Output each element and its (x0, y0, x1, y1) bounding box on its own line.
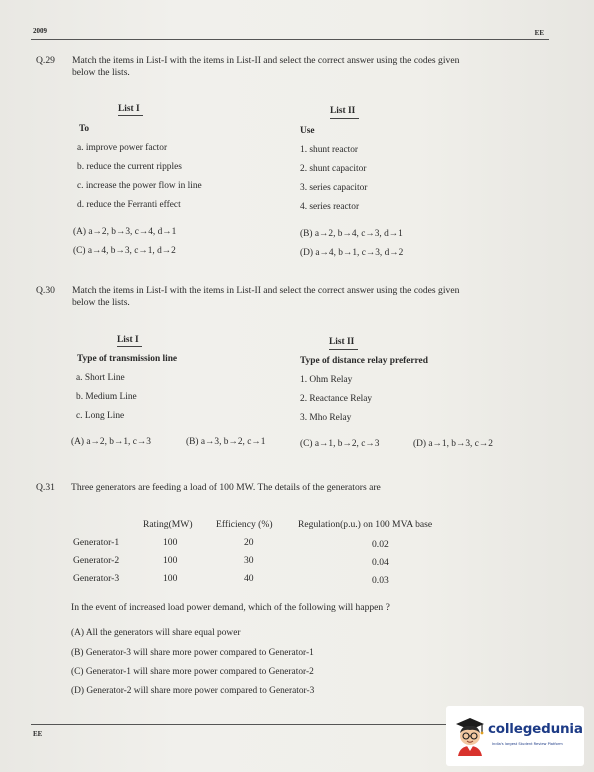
q29-list2-title-underline (330, 118, 359, 119)
q31-row-reg: 0.02 (372, 539, 389, 550)
collegedunia-watermark (446, 706, 584, 766)
footer-subject: EE (33, 730, 43, 738)
student-mascot-icon (454, 716, 486, 756)
q30-text-line2: below the lists. (72, 297, 130, 308)
q31-option-d: (D) Generator-2 will share more power compared to Generator-3 (71, 686, 315, 696)
q29-list1-item: a. improve power factor (77, 143, 168, 153)
q29-list1-title: List I (118, 104, 140, 114)
q31-row-name: Generator-2 (73, 555, 120, 566)
q30-list1-title-underline (117, 346, 142, 347)
q29-list1-title-underline (118, 115, 143, 116)
q31-row-rating: 100 (163, 537, 178, 548)
q31-row-reg: 0.04 (372, 557, 389, 568)
collegedunia-tagline: India's largest Student Review Platform (492, 742, 563, 746)
q29-list2-title: List II (330, 106, 356, 116)
q29-option-b: (B) a→2, b→4, c→3, d→1 (300, 229, 403, 239)
q29-list2-item: 2. shunt capacitor (300, 164, 367, 174)
q30-option-d: (D) a→1, b→3, c→2 (413, 439, 493, 449)
q29-option-a: (A) a→2, b→3, c→4, d→1 (73, 227, 177, 237)
q30-list2-item: 2. Reactance Relay (300, 394, 373, 404)
q30-col1-head: Type of transmission line (77, 354, 178, 364)
q30-list2-item: 1. Ohm Relay (300, 375, 353, 385)
q30-list1-item: b. Medium Line (76, 392, 137, 402)
q29-option-d: (D) a→4, b→1, c→3, d→2 (300, 248, 404, 258)
q31-row-reg: 0.03 (372, 575, 389, 586)
q29-list1-item: d. reduce the Ferranti effect (77, 200, 181, 210)
q31-option-b: (B) Generator-3 will share more power compared to Generator-1 (71, 648, 314, 658)
collegedunia-brand: collegedunia (488, 721, 583, 737)
header-subject: EE (534, 29, 544, 37)
q31-text: Three generators are feeding a load of 100 MW. The details of the generators are (71, 482, 381, 493)
q29-list2-item: 4. series reactor (300, 202, 360, 212)
q31-header-efficiency: Efficiency (%) (216, 519, 273, 530)
q31-row-eff: 20 (244, 537, 254, 548)
q31-row-name: Generator-1 (73, 537, 120, 548)
q29-list2-item: 3. series capacitor (300, 183, 368, 193)
q30-list1-item: a. Short Line (76, 373, 125, 383)
q31-option-a: (A) All the generators will share equal power (71, 628, 241, 638)
q31-row-eff: 30 (244, 555, 254, 566)
q30-option-b: (B) a→3, b→2, c→1 (186, 437, 266, 447)
q30-list2-item: 3. Mho Relay (300, 413, 352, 423)
q30-list2-title: List II (329, 337, 355, 347)
q31-header-rating: Rating(MW) (143, 519, 193, 530)
q31-row-rating: 100 (163, 573, 178, 584)
q31-question: In the event of increased load power demand, which of the following will happen ? (71, 602, 390, 613)
q29-col1-head: To (79, 124, 90, 134)
q29-list1-item: c. increase the power flow in line (77, 181, 202, 191)
q30-number: Q.30 (36, 285, 55, 296)
q31-number: Q.31 (36, 482, 55, 493)
q30-option-a: (A) a→2, b→1, c→3 (71, 437, 151, 447)
q29-text-line1: Match the items in List-I with the items in List-II and select the correct answer using the codes given (72, 55, 460, 66)
q30-list2-title-underline (329, 349, 358, 350)
q29-list1-item: b. reduce the current ripples (77, 162, 182, 172)
q30-list1-title: List I (117, 335, 139, 345)
q29-option-c: (C) a→4, b→3, c→1, d→2 (73, 246, 176, 256)
q29-col2-head: Use (300, 126, 315, 136)
q30-option-c: (C) a→1, b→2, c→3 (300, 439, 380, 449)
q29-list2-item: 1. shunt reactor (300, 145, 359, 155)
q30-col2-head: Type of distance relay preferred (300, 356, 428, 366)
q31-row-rating: 100 (163, 555, 178, 566)
q31-option-c: (C) Generator-1 will share more power compared to Generator-2 (71, 667, 314, 677)
q29-number: Q.29 (36, 55, 55, 66)
q29-text-line2: below the lists. (72, 67, 130, 78)
header-divider (31, 39, 549, 40)
q30-text-line1: Match the items in List-I with the items in List-II and select the correct answer using the codes given (72, 285, 460, 296)
header-year: 2009 (33, 27, 47, 35)
q31-row-name: Generator-3 (73, 573, 120, 584)
q30-list1-item: c. Long Line (76, 411, 125, 421)
q31-header-regulation: Regulation(p.u.) on 100 MVA base (298, 519, 433, 530)
q31-row-eff: 40 (244, 573, 254, 584)
